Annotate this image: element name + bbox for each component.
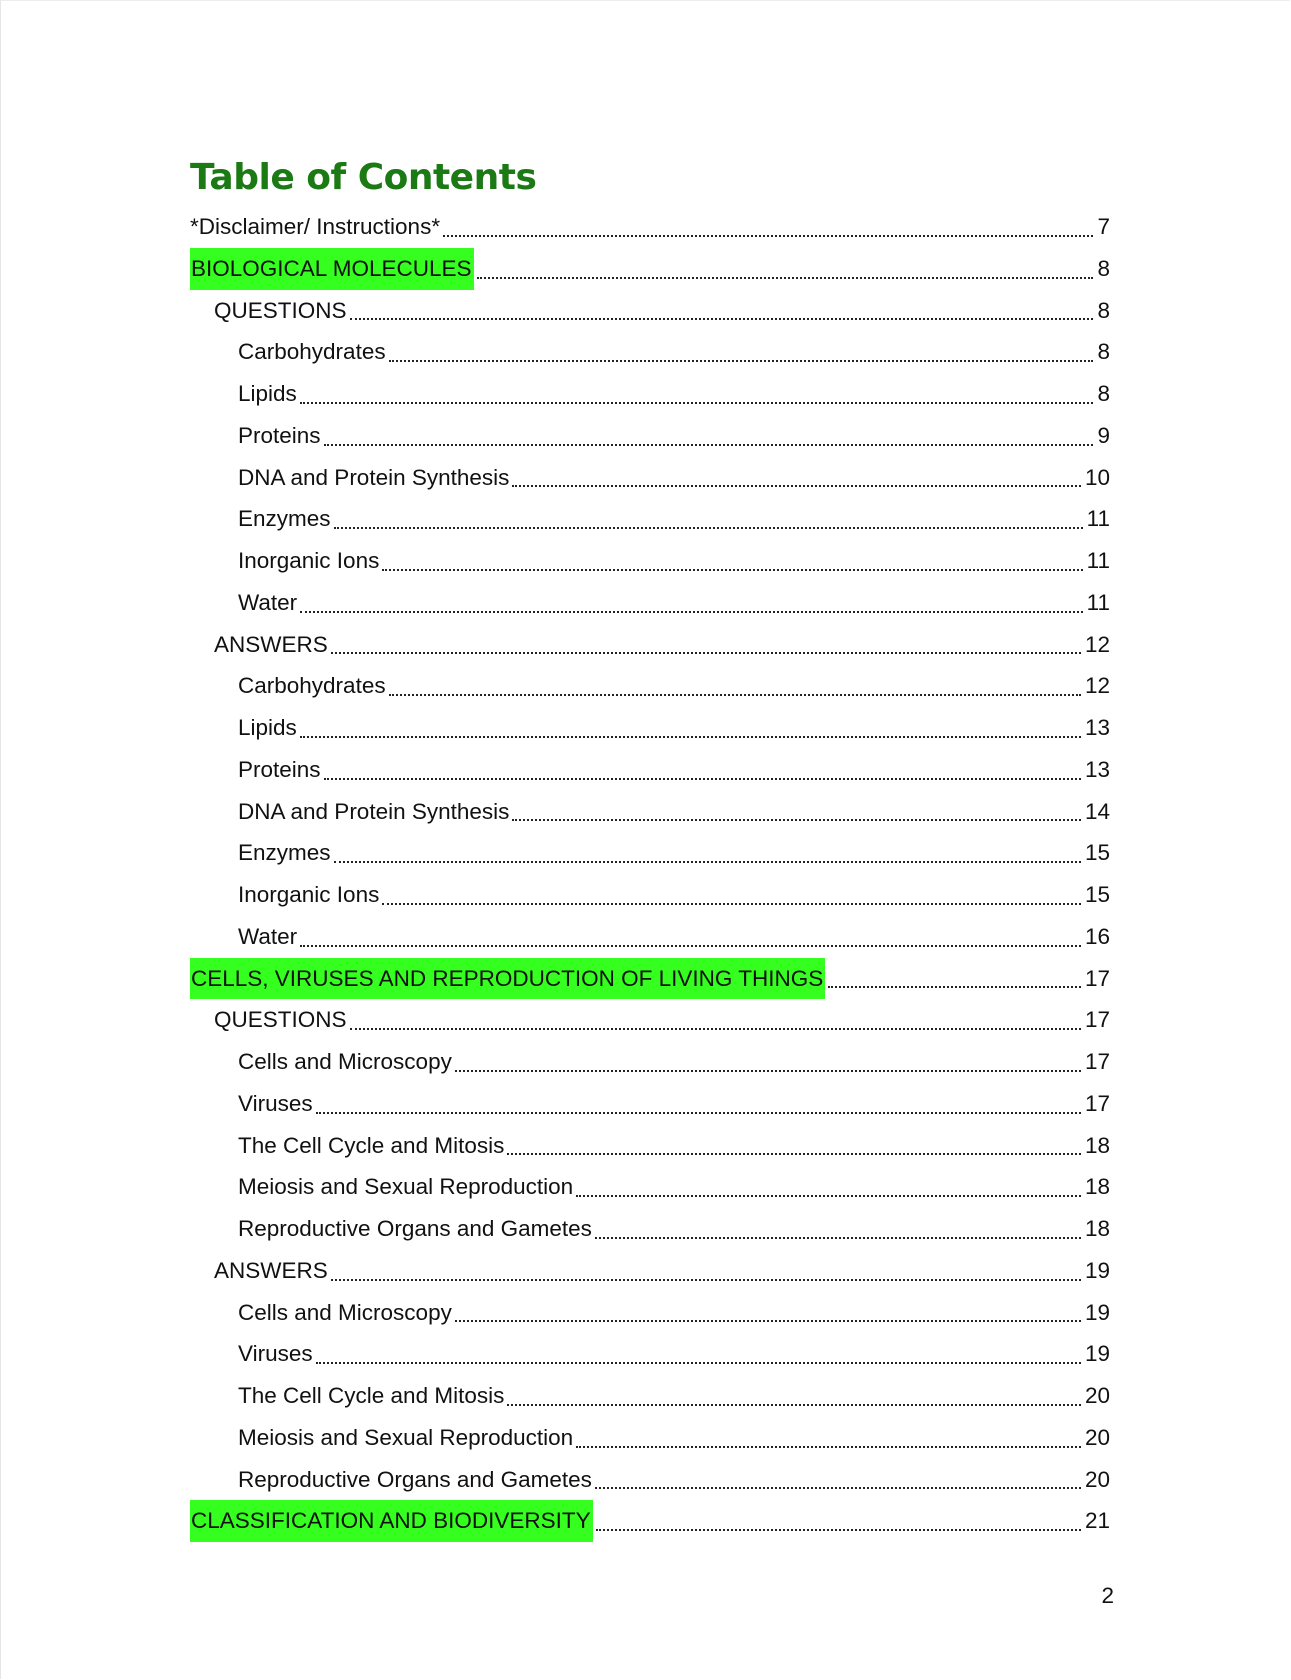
toc-entry-page: 20 [1084, 1383, 1110, 1408]
toc-entry-page: 18 [1084, 1216, 1110, 1241]
toc-entry-label: Viruses [238, 1090, 313, 1116]
dot-leader [477, 277, 1093, 279]
toc-entry-label: The Cell Cycle and Mitosis [238, 1132, 505, 1158]
toc-entry-label: Enzymes [238, 840, 331, 866]
toc-entry-label: QUESTIONS [214, 297, 347, 323]
toc-entry[interactable] [190, 832, 1110, 874]
toc-entry[interactable] [190, 248, 1110, 290]
toc-entry-page: 8 [1097, 255, 1110, 281]
page-number: 2 [1101, 1583, 1114, 1608]
dot-leader [596, 1529, 1081, 1531]
toc-section-heading: CELLS, VIRUSES AND REPRODUCTION OF LIVING THINGS [190, 958, 825, 1000]
toc-entry[interactable] [190, 1125, 1110, 1167]
toc-entry-page: 20 [1084, 1466, 1110, 1492]
toc-entry-label: Cells and Microscopy [238, 1049, 452, 1074]
dot-leader [300, 736, 1081, 738]
toc-entry-label: ANSWERS [214, 1257, 328, 1283]
toc-entry-page: 12 [1084, 631, 1110, 657]
toc-entry-page: 20 [1084, 1424, 1110, 1450]
toc-entry[interactable] [190, 958, 1110, 1000]
dot-leader [331, 1279, 1081, 1281]
toc-entry-label: Proteins [238, 422, 321, 448]
toc-entry[interactable] [190, 1083, 1110, 1125]
dot-leader [331, 652, 1081, 654]
toc-entry-label: The Cell Cycle and Mitosis [238, 1383, 505, 1408]
toc-entry-page: 12 [1084, 673, 1110, 699]
dot-leader [300, 611, 1082, 613]
toc-entry-label: QUESTIONS [214, 1007, 347, 1033]
toc-entry[interactable] [190, 206, 1110, 248]
dot-leader [350, 318, 1093, 320]
toc-entry-label: Carbohydrates [238, 673, 386, 699]
dot-leader [443, 235, 1093, 237]
toc-entry[interactable] [190, 331, 1110, 373]
toc-entry-page: 19 [1084, 1257, 1110, 1283]
toc-entry[interactable] [190, 1208, 1110, 1250]
dot-leader [300, 945, 1081, 947]
toc-entry-page: 18 [1084, 1174, 1110, 1200]
toc-entry[interactable] [190, 665, 1110, 707]
toc-entry-label: Reproductive Organs and Gametes [238, 1216, 592, 1241]
toc-entry[interactable] [190, 624, 1110, 666]
dot-leader [512, 819, 1081, 821]
dot-leader [334, 527, 1083, 529]
dot-leader [324, 444, 1093, 446]
toc-entry-page: 15 [1084, 882, 1110, 907]
toc-entry-label: Viruses [238, 1341, 313, 1367]
toc-entry-page: 8 [1097, 339, 1110, 365]
dot-leader [455, 1320, 1081, 1322]
toc-entry-label: Meiosis and Sexual Reproduction [238, 1424, 574, 1450]
dot-leader [316, 1362, 1081, 1364]
toc-entry[interactable] [190, 290, 1110, 332]
toc-entry-page: 17 [1084, 1007, 1110, 1033]
toc-entry[interactable] [190, 540, 1110, 582]
dot-leader [300, 402, 1093, 404]
toc-entry[interactable] [190, 791, 1110, 833]
toc-entry-page: 11 [1086, 548, 1110, 573]
dot-leader [507, 1404, 1081, 1406]
dot-leader [595, 1237, 1081, 1239]
toc-entry-page: 11 [1086, 506, 1110, 532]
toc-entry-label: Carbohydrates [238, 339, 386, 365]
toc-entry-page: 18 [1084, 1132, 1110, 1158]
toc-entry[interactable] [190, 1500, 1110, 1542]
toc-entry-label: Lipids [238, 381, 297, 406]
toc-entry[interactable] [190, 874, 1110, 916]
toc-entry-label: Water [238, 589, 298, 615]
toc-entry[interactable] [190, 498, 1110, 540]
toc-entry-page: 13 [1084, 756, 1110, 782]
toc-entry-page: 8 [1097, 297, 1110, 323]
toc-list [190, 206, 1110, 1542]
toc-entry-page: 19 [1084, 1341, 1110, 1367]
toc-entry[interactable] [190, 749, 1110, 791]
dot-leader [507, 1153, 1081, 1155]
dot-leader [595, 1487, 1081, 1489]
toc-entry-page: 15 [1084, 840, 1110, 866]
dot-leader [512, 485, 1081, 487]
dot-leader [389, 360, 1093, 362]
toc-entry-page: 17 [1084, 965, 1110, 991]
dot-leader [316, 1112, 1081, 1114]
toc-entry[interactable] [190, 373, 1110, 415]
dot-leader [324, 778, 1081, 780]
toc-section-heading: BIOLOGICAL MOLECULES [190, 248, 474, 290]
dot-leader [828, 986, 1081, 988]
toc-entry[interactable] [190, 1041, 1110, 1083]
toc-section-heading: CLASSIFICATION AND BIODIVERSITY [190, 1500, 593, 1542]
toc-entry-page: 14 [1084, 798, 1110, 824]
toc-entry[interactable] [190, 1333, 1110, 1375]
toc-entry[interactable] [190, 916, 1110, 958]
toc-entry-page: 7 [1097, 214, 1110, 239]
toc-entry[interactable] [190, 582, 1110, 624]
toc-entry-page: 19 [1084, 1299, 1110, 1325]
toc-entry-label: Cells and Microscopy [238, 1299, 452, 1325]
toc-entry[interactable] [190, 1417, 1110, 1459]
toc-entry-page: 8 [1097, 381, 1110, 406]
toc-entry-label: DNA and Protein Synthesis [238, 798, 510, 824]
toc-entry-label: Water [238, 923, 298, 949]
toc-entry[interactable] [190, 1292, 1110, 1334]
toc-entry-page: 21 [1084, 1508, 1110, 1534]
dot-leader [576, 1446, 1081, 1448]
toc-entry[interactable] [190, 1459, 1110, 1501]
dot-leader [382, 569, 1082, 571]
toc-entry-page: 17 [1084, 1090, 1110, 1116]
toc-entry[interactable] [190, 1375, 1110, 1417]
toc-entry-page: 10 [1084, 464, 1110, 490]
toc-entry-label: *Disclaimer/ Instructions* [190, 214, 441, 239]
toc-entry-page: 13 [1084, 715, 1110, 740]
toc-entry-label: Lipids [238, 715, 297, 740]
toc-entry-label: ANSWERS [214, 631, 328, 657]
dot-leader [350, 1028, 1081, 1030]
toc-entry[interactable] [190, 1250, 1110, 1292]
dot-leader [455, 1070, 1081, 1072]
toc-entry-label: Enzymes [238, 506, 331, 532]
toc-entry-label: Meiosis and Sexual Reproduction [238, 1174, 574, 1200]
dot-leader [334, 861, 1081, 863]
toc-entry-page: 16 [1084, 923, 1110, 949]
toc-title: Table of Contents [190, 157, 537, 198]
toc-entry[interactable] [190, 415, 1110, 457]
dot-leader [576, 1195, 1081, 1197]
toc-entry-label: DNA and Protein Synthesis [238, 464, 510, 490]
toc-entry-label: Inorganic Ions [238, 882, 380, 907]
toc-entry-page: 9 [1097, 422, 1110, 448]
toc-entry-label: Inorganic Ions [238, 548, 380, 573]
toc-entry[interactable] [190, 457, 1110, 499]
dot-leader [382, 903, 1081, 905]
dot-leader [389, 694, 1081, 696]
toc-entry-page: 11 [1086, 589, 1110, 615]
toc-entry[interactable] [190, 999, 1110, 1041]
toc-entry-page: 17 [1084, 1049, 1110, 1074]
toc-entry[interactable] [190, 707, 1110, 749]
toc-entry-label: Proteins [238, 756, 321, 782]
toc-entry[interactable] [190, 1166, 1110, 1208]
toc-entry-label: Reproductive Organs and Gametes [238, 1466, 592, 1492]
